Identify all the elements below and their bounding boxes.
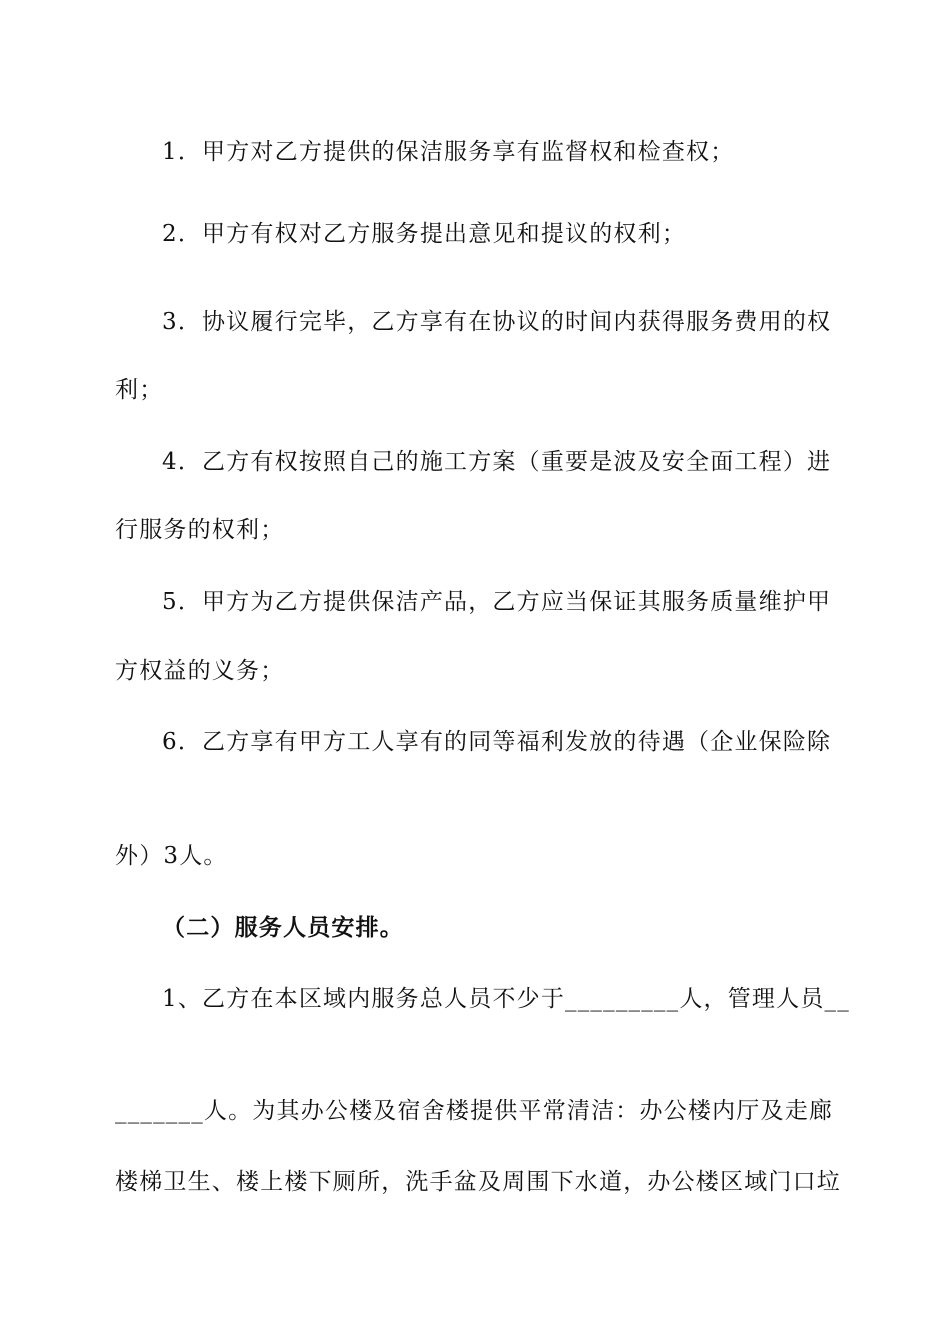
paragraph-line-7: 5．甲方为乙方提供保洁产品，乙方应当保证其服务质量维护甲	[162, 589, 832, 615]
paragraph-line-6: 行服务的权利；	[115, 517, 285, 543]
paragraph-line-10: 外）3人。	[115, 843, 228, 869]
paragraph-line-1: 1．甲方对乙方提供的保洁服务享有监督权和检查权；	[162, 139, 735, 165]
paragraph-line-14: 楼梯卫生、楼上楼下厕所，洗手盆及周围下水道，办公楼区域门口垃	[115, 1169, 841, 1195]
paragraph-line-8: 方权益的义务；	[115, 658, 285, 684]
paragraph-line-5: 4．乙方有权按照自己的施工方案（重要是波及安全面工程）进	[162, 449, 832, 475]
paragraph-line-13: _______人。为其办公楼及宿舍楼提供平常清洁：办公楼内厅及走廊	[115, 1098, 834, 1124]
paragraph-line-3: 3．协议履行完毕，乙方享有在协议的时间内获得服务费用的权	[162, 309, 832, 335]
paragraph-line-12: 1、乙方在本区域内服务总人员不少于_________人，管理人员__	[162, 986, 850, 1012]
paragraph-line-9: 6．乙方享有甲方工人享有的同等福利发放的待遇（企业保险除	[162, 729, 832, 755]
section-heading: （二）服务人员安排。	[162, 914, 404, 941]
paragraph-line-2: 2．甲方有权对乙方服务提出意见和提议的权利；	[162, 221, 687, 247]
paragraph-line-4: 利；	[115, 377, 164, 403]
